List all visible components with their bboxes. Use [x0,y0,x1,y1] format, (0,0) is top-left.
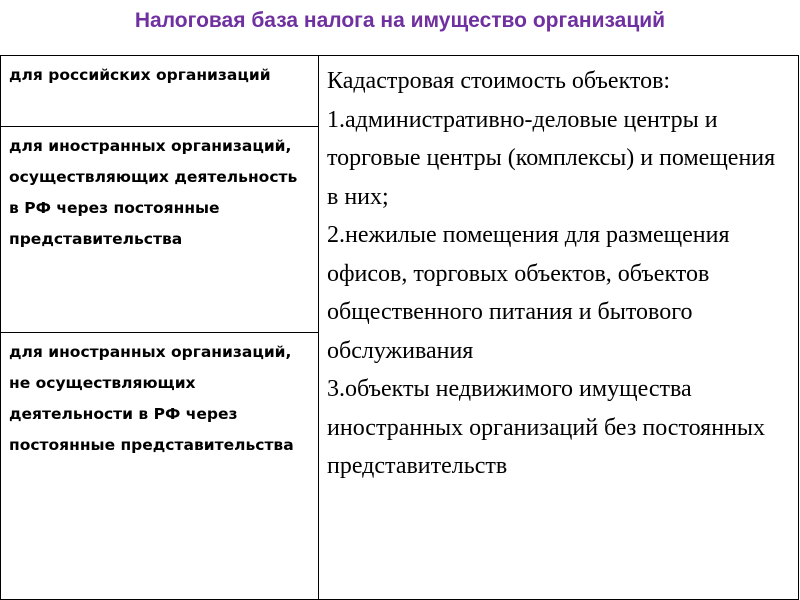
list-item: 1.административно-деловые центры и торговые центры (комплексы) и помещения в них; [327,106,776,210]
cadastral-value-heading: Кадастровая стоимость объектов: [327,68,671,94]
list-item: 3.объекты недвижимого имущества иностранных организаций без постоянных представительств [327,376,766,479]
tax-base-table [0,55,799,600]
table-cell-foreign-with-representation: для иностранных организаций, осуществляющих деятельность в РФ через постоянные представительства [1,127,319,333]
page-title: Налоговая база налога на имущество организаций [134,9,666,32]
table-cell-foreign-without-representation: для иностранных организаций, не осуществляющих деятельности в РФ через постоянные представительства [1,333,319,600]
list-item: 2.нежилые помещения для размещения офисов, торговых объектов, объектов общественного питания и бытового обслуживания [327,222,730,364]
table-cell-russian-organizations: для российских организаций [1,56,319,127]
table-cell-cadastral-value [319,56,799,600]
